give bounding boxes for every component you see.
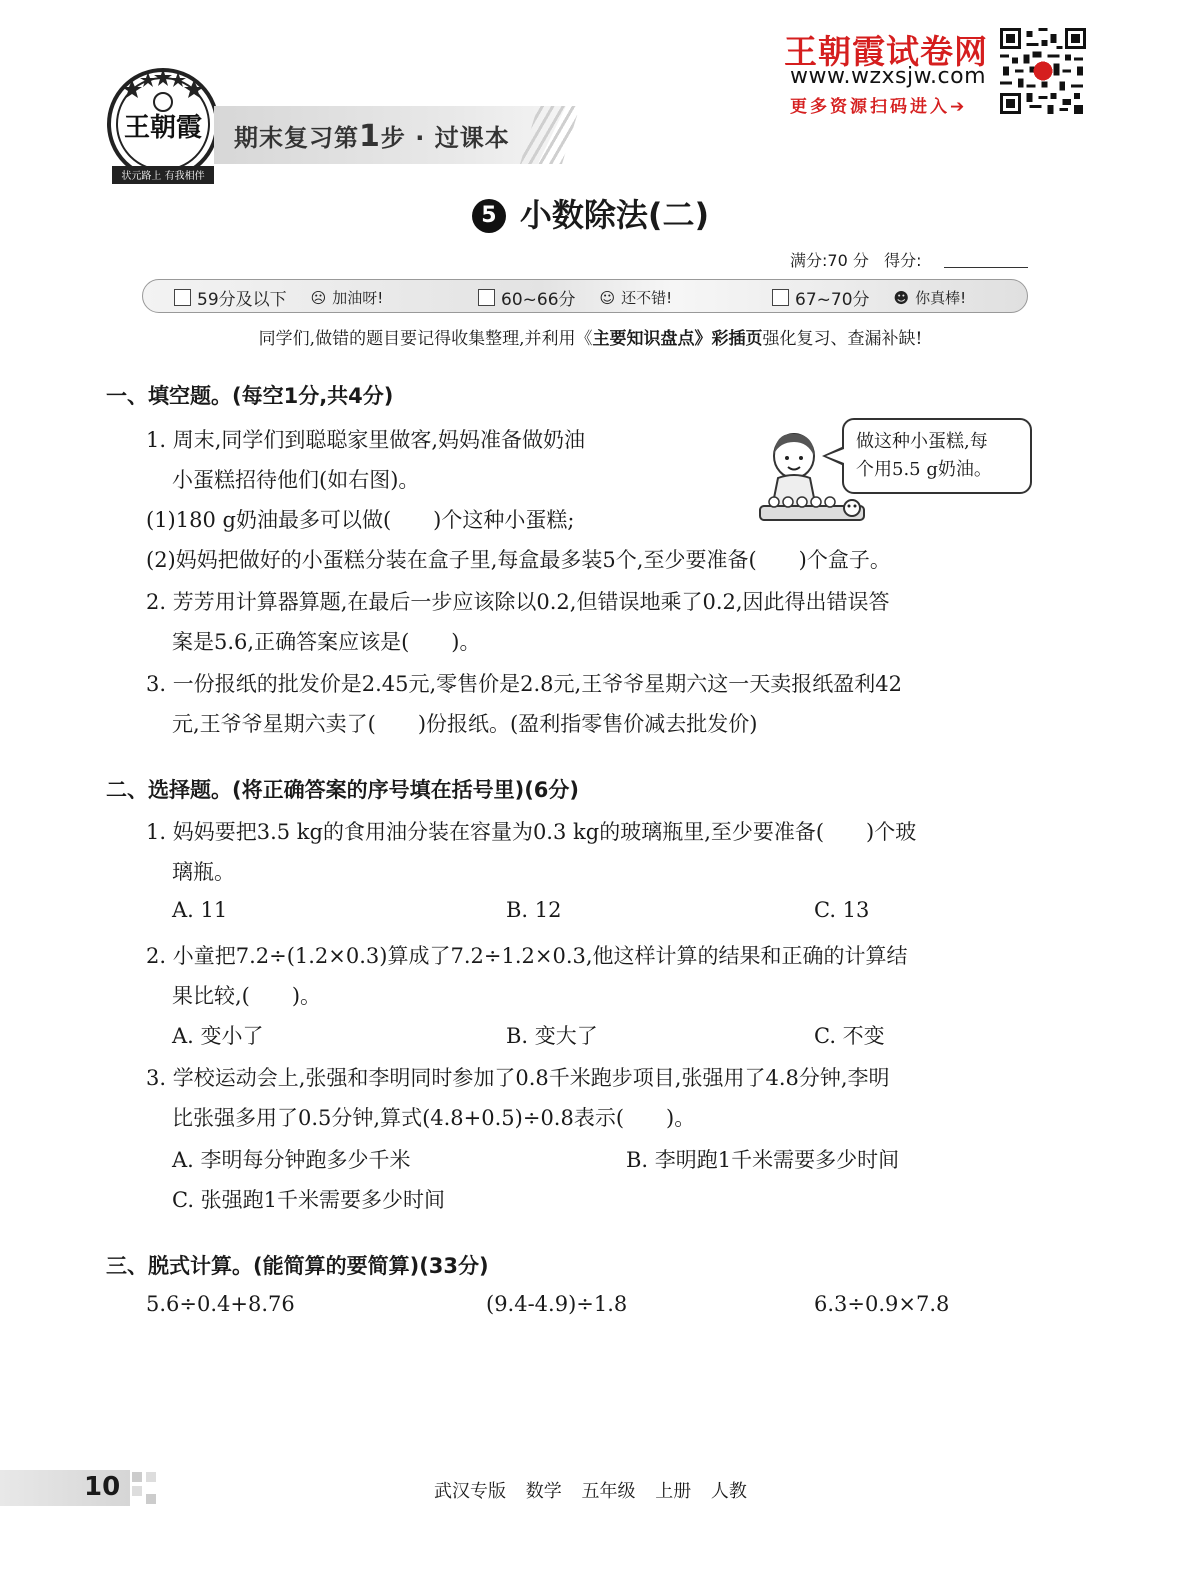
seal-ribbon-text: 状元路上 有我相伴 xyxy=(121,171,205,182)
page-number: 10 xyxy=(84,1472,121,1502)
page-title xyxy=(0,190,1181,236)
option-b[interactable]: B. 变大了 xyxy=(506,1024,598,1048)
step-banner-text: 期末复习第1步 · 过课本 xyxy=(234,119,510,154)
full-score: 满分:70 分 xyxy=(790,251,869,270)
option-c[interactable]: C. 张强跑1千米需要多少时间 xyxy=(172,1188,446,1212)
sad-face-icon: ☹ xyxy=(310,288,327,307)
brand-title: 王朝霞试卷网 xyxy=(784,32,988,71)
option-c[interactable]: C. 13 xyxy=(814,898,870,922)
score-label: 得分: xyxy=(884,251,922,270)
qr-code-icon[interactable] xyxy=(1000,28,1086,114)
question-text: 2. 芳芳用计算器算题,在最后一步应该除以0.2,但错误地乘了0.2,因此得出错误答 xyxy=(146,590,890,614)
section-heading-choice: 二、选择题。(将正确答案的序号填在括号里)(6分) xyxy=(106,778,580,802)
grade-checkbox[interactable] xyxy=(772,289,789,306)
section-heading-fill-in: 一、填空题。(每空1分,共4分) xyxy=(106,384,394,408)
lesson-number-badge: 5 xyxy=(472,199,506,233)
calc-expression: 5.6÷0.4+8.76 xyxy=(146,1292,295,1316)
calc-expression: (9.4-4.9)÷1.8 xyxy=(486,1292,628,1316)
question-text: 元,王爷爷星期六卖了( )份报纸。(盈利指零售价减去批发价) xyxy=(172,712,758,736)
grade-praise: 还不错! xyxy=(621,289,673,307)
bubble-line: 个用5.5 g奶油。 xyxy=(856,459,992,480)
question-text: 比张强多用了0.5分钟,算式(4.8+0.5)÷0.8表示( )。 xyxy=(172,1106,696,1130)
speech-bubble xyxy=(842,418,1032,494)
question-text: 2. 小童把7.2÷(1.2×0.3)算成了7.2÷1.2×0.3,他这样计算的结果和正确的计算结 xyxy=(146,944,908,968)
grade-praise: 你真棒! xyxy=(915,289,967,307)
option-a[interactable]: A. 11 xyxy=(172,898,228,922)
brand-cta: 更多资源扫码进入➔ xyxy=(790,97,968,117)
question-text: (2)妈妈把做好的小蛋糕分装在盒子里,每盒最多装5个,至少要准备( )个盒子。 xyxy=(146,548,891,572)
question-text: 3. 一份报纸的批发价是2.45元,零售价是2.8元,王爷爷星期六这一天卖报纸盈利42 xyxy=(146,672,902,696)
brand-seal-logo xyxy=(104,62,222,186)
grade-item-low xyxy=(174,285,383,310)
grade-checkbox[interactable] xyxy=(478,289,495,306)
question-text: 1. 周末,同学们到聪聪家里做客,妈妈准备做奶油 xyxy=(146,428,586,452)
grade-range: 67~70分 xyxy=(795,290,870,310)
calc-expression: 6.3÷0.9×7.8 xyxy=(814,1292,950,1316)
question-text: 3. 学校运动会上,张强和李明同时参加了0.8千米跑步项目,张强用了4.8分钟,李明 xyxy=(146,1066,890,1090)
grade-item-high xyxy=(772,285,966,310)
section-heading-calculation: 三、脱式计算。(能简算的要简算)(33分) xyxy=(106,1254,489,1278)
question-text: 案是5.6,正确答案应该是( )。 xyxy=(172,630,481,654)
lesson-title: 小数除法(二) xyxy=(519,196,710,234)
grade-checkbox[interactable] xyxy=(174,289,191,306)
question-text: (1)180 g奶油最多可以做( )个这种小蛋糕; xyxy=(146,508,575,532)
option-a[interactable]: A. 李明每分钟跑多少千米 xyxy=(172,1148,411,1172)
option-c[interactable]: C. 不变 xyxy=(814,1024,885,1048)
score-line xyxy=(790,248,922,271)
question-text: 果比较,( )。 xyxy=(172,984,322,1008)
grade-praise: 加油呀! xyxy=(332,289,384,307)
grade-range: 60~66分 xyxy=(501,290,576,310)
happy-face-icon: ☻ xyxy=(893,288,910,307)
bubble-line: 做这种小蛋糕,每 xyxy=(856,431,988,452)
smile-face-icon: ☺ xyxy=(599,288,616,307)
speech-bubble-tail-fill xyxy=(826,449,844,463)
option-b[interactable]: B. 李明跑1千米需要多少时间 xyxy=(626,1148,900,1172)
question-text: 小蛋糕招待他们(如右图)。 xyxy=(172,468,420,492)
footer-info: 武汉专版 数学 五年级 上册 人教 xyxy=(434,1481,747,1502)
question-text: 1. 妈妈要把3.5 kg的食用油分装在容量为0.3 kg的玻璃瓶里,至少要准备( )个玻 xyxy=(146,820,917,844)
seal-text: 王朝霞 xyxy=(123,113,203,143)
brand-url[interactable]: www.wzxsjw.com xyxy=(790,64,987,89)
grade-range: 59分及以下 xyxy=(197,290,287,310)
grade-item-mid xyxy=(478,285,672,310)
study-note: 同学们,做错的题目要记得收集整理,并利用《主要知识盘点》彩插页强化复习、查漏补缺! xyxy=(258,329,923,349)
option-b[interactable]: B. 12 xyxy=(506,898,562,922)
score-input[interactable] xyxy=(944,267,1028,268)
question-text: 璃瓶。 xyxy=(172,860,235,884)
option-a[interactable]: A. 变小了 xyxy=(172,1024,264,1048)
